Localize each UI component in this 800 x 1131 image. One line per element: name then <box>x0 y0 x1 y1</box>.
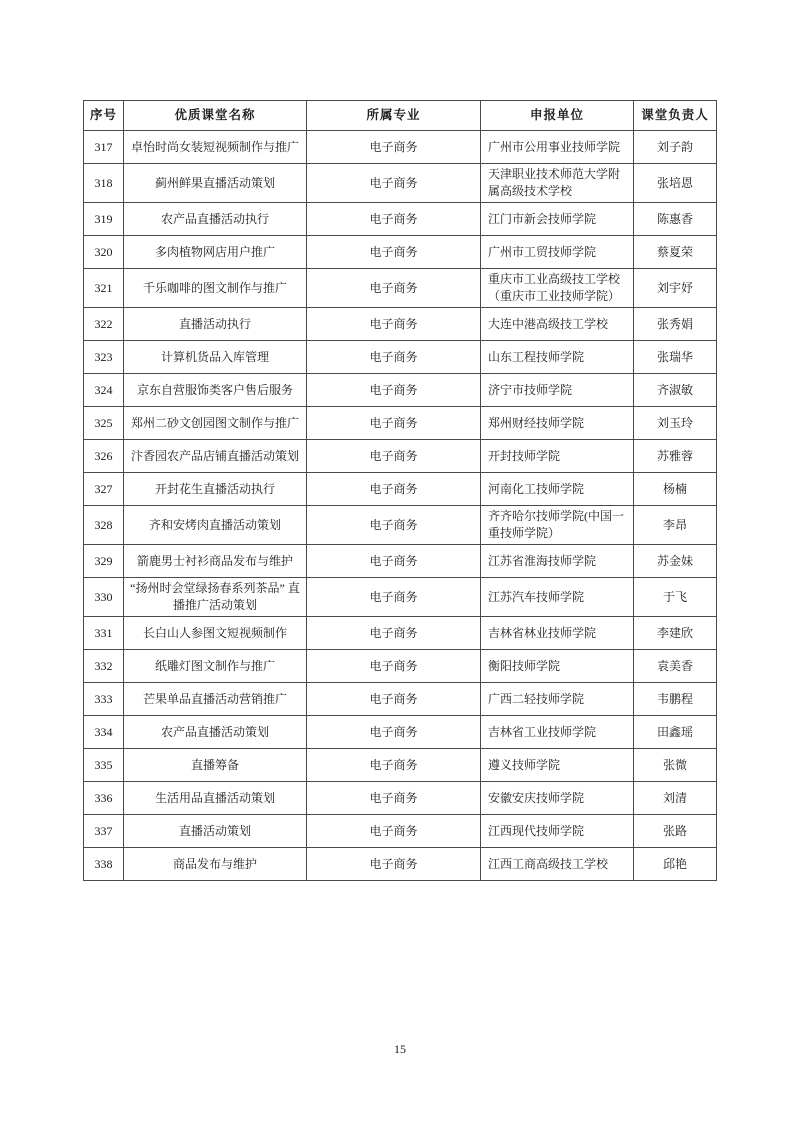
page-number: 15 <box>394 1042 406 1056</box>
cell-major: 电子商务 <box>307 617 481 650</box>
table-row <box>84 782 717 815</box>
table-row <box>84 683 717 716</box>
cell-course-name: 开封花生直播活动执行 <box>124 473 307 506</box>
cell-applying-unit: 广州市公用事业技师学院 <box>481 131 634 164</box>
cell-course-name: 直播活动执行 <box>124 308 307 341</box>
cell-applying-unit: 吉林省工业技师学院 <box>481 716 634 749</box>
header-person-in-charge: 课堂负责人 <box>634 101 717 131</box>
cell-major: 电子商务 <box>307 269 481 308</box>
cell-applying-unit: 广州市工贸技师学院 <box>481 236 634 269</box>
cell-serial-number: 328 <box>84 506 124 545</box>
cell-serial-number: 324 <box>84 374 124 407</box>
table-row <box>84 650 717 683</box>
cell-serial-number: 330 <box>84 578 124 617</box>
cell-serial-number: 325 <box>84 407 124 440</box>
cell-person-in-charge: 苏雅蓉 <box>634 440 717 473</box>
cell-course-name: 商品发布与维护 <box>124 848 307 881</box>
cell-course-name: 汴香园农产品店铺直播活动策划 <box>124 440 307 473</box>
cell-applying-unit: 吉林省林业技师学院 <box>481 617 634 650</box>
cell-course-name: 直播筹备 <box>124 749 307 782</box>
table-row <box>84 578 717 617</box>
cell-serial-number: 332 <box>84 650 124 683</box>
cell-serial-number: 318 <box>84 164 124 203</box>
cell-serial-number: 323 <box>84 341 124 374</box>
cell-course-name: 千乐咖啡的图文制作与推广 <box>124 269 307 308</box>
table-row <box>84 236 717 269</box>
cell-serial-number: 322 <box>84 308 124 341</box>
cell-person-in-charge: 张微 <box>634 749 717 782</box>
cell-applying-unit: 江苏汽车技师学院 <box>481 578 634 617</box>
cell-person-in-charge: 李昂 <box>634 506 717 545</box>
table-row <box>84 374 717 407</box>
cell-major: 电子商务 <box>307 749 481 782</box>
table-row <box>84 716 717 749</box>
cell-major: 电子商务 <box>307 716 481 749</box>
table-row <box>84 848 717 881</box>
cell-major: 电子商务 <box>307 782 481 815</box>
cell-serial-number: 320 <box>84 236 124 269</box>
cell-person-in-charge: 齐淑敏 <box>634 374 717 407</box>
course-table-header <box>84 101 717 131</box>
cell-applying-unit: 郑州财经技师学院 <box>481 407 634 440</box>
cell-person-in-charge: 张瑞华 <box>634 341 717 374</box>
table-row <box>84 440 717 473</box>
cell-person-in-charge: 田鑫瑶 <box>634 716 717 749</box>
cell-course-name: 箭鹿男士衬衫商品发布与维护 <box>124 545 307 578</box>
header-row <box>84 101 717 131</box>
cell-course-name: 芒果单品直播活动营销推广 <box>124 683 307 716</box>
cell-person-in-charge: 刘子韵 <box>634 131 717 164</box>
cell-serial-number: 331 <box>84 617 124 650</box>
cell-course-name: 农产品直播活动策划 <box>124 716 307 749</box>
cell-applying-unit: 安徽安庆技师学院 <box>481 782 634 815</box>
cell-serial-number: 317 <box>84 131 124 164</box>
cell-course-name: 齐和安烤肉直播活动策划 <box>124 506 307 545</box>
table-row <box>84 341 717 374</box>
cell-major: 电子商务 <box>307 440 481 473</box>
cell-serial-number: 326 <box>84 440 124 473</box>
cell-major: 电子商务 <box>307 815 481 848</box>
cell-person-in-charge: 袁美香 <box>634 650 717 683</box>
cell-person-in-charge: 刘宇妤 <box>634 269 717 308</box>
cell-major: 电子商务 <box>307 407 481 440</box>
cell-person-in-charge: 韦鹏程 <box>634 683 717 716</box>
cell-person-in-charge: 刘玉玲 <box>634 407 717 440</box>
cell-major: 电子商务 <box>307 848 481 881</box>
cell-serial-number: 321 <box>84 269 124 308</box>
cell-major: 电子商务 <box>307 164 481 203</box>
cell-applying-unit: 江苏省淮海技师学院 <box>481 545 634 578</box>
cell-applying-unit: 河南化工技师学院 <box>481 473 634 506</box>
cell-applying-unit: 济宁市技师学院 <box>481 374 634 407</box>
cell-serial-number: 338 <box>84 848 124 881</box>
header-applying-unit: 申报单位 <box>481 101 634 131</box>
table-row <box>84 749 717 782</box>
cell-applying-unit: 大连中港高级技工学校 <box>481 308 634 341</box>
cell-serial-number: 327 <box>84 473 124 506</box>
cell-major: 电子商务 <box>307 545 481 578</box>
cell-person-in-charge: 刘清 <box>634 782 717 815</box>
cell-applying-unit: 齐齐哈尔技师学院(中国一重技师学院） <box>481 506 634 545</box>
cell-person-in-charge: 张秀娟 <box>634 308 717 341</box>
cell-person-in-charge: 苏金妹 <box>634 545 717 578</box>
table-row <box>84 131 717 164</box>
cell-serial-number: 335 <box>84 749 124 782</box>
cell-major: 电子商务 <box>307 473 481 506</box>
header-major: 所属专业 <box>307 101 481 131</box>
cell-course-name: 计算机货品入库管理 <box>124 341 307 374</box>
cell-applying-unit: 广西二轻技师学院 <box>481 683 634 716</box>
cell-major: 电子商务 <box>307 683 481 716</box>
cell-applying-unit: 衡阳技师学院 <box>481 650 634 683</box>
header-course-name: 优质课堂名称 <box>124 101 307 131</box>
cell-course-name: 生活用品直播活动策划 <box>124 782 307 815</box>
cell-applying-unit: 重庆市工业高级技工学校（重庆市工业技师学院） <box>481 269 634 308</box>
cell-course-name: “扬州时会堂绿扬春系列茶品” 直播推广活动策划 <box>124 578 307 617</box>
table-row <box>84 506 717 545</box>
cell-course-name: 蓟州鲜果直播活动策划 <box>124 164 307 203</box>
cell-serial-number: 334 <box>84 716 124 749</box>
cell-major: 电子商务 <box>307 236 481 269</box>
cell-major: 电子商务 <box>307 650 481 683</box>
cell-major: 电子商务 <box>307 578 481 617</box>
cell-serial-number: 336 <box>84 782 124 815</box>
cell-person-in-charge: 蔡夏荣 <box>634 236 717 269</box>
table-row <box>84 815 717 848</box>
table-row <box>84 407 717 440</box>
cell-person-in-charge: 张培恩 <box>634 164 717 203</box>
cell-serial-number: 337 <box>84 815 124 848</box>
cell-person-in-charge: 邱艳 <box>634 848 717 881</box>
cell-course-name: 卓怡时尚女装短视频制作与推广 <box>124 131 307 164</box>
cell-person-in-charge: 张路 <box>634 815 717 848</box>
cell-person-in-charge: 杨楠 <box>634 473 717 506</box>
table-row <box>84 545 717 578</box>
cell-serial-number: 329 <box>84 545 124 578</box>
cell-major: 电子商务 <box>307 308 481 341</box>
cell-course-name: 京东自营服饰类客户售后服务 <box>124 374 307 407</box>
cell-course-name: 纸雕灯图文制作与推广 <box>124 650 307 683</box>
cell-applying-unit: 江西工商高级技工学校 <box>481 848 634 881</box>
cell-applying-unit: 山东工程技师学院 <box>481 341 634 374</box>
cell-major: 电子商务 <box>307 131 481 164</box>
table-row <box>84 617 717 650</box>
cell-course-name: 直播活动策划 <box>124 815 307 848</box>
cell-person-in-charge: 陈惠香 <box>634 203 717 236</box>
cell-serial-number: 319 <box>84 203 124 236</box>
cell-person-in-charge: 于飞 <box>634 578 717 617</box>
cell-serial-number: 333 <box>84 683 124 716</box>
table-row <box>84 473 717 506</box>
table-row <box>84 164 717 203</box>
cell-course-name: 长白山人参图文短视频制作 <box>124 617 307 650</box>
table-row <box>84 203 717 236</box>
cell-course-name: 农产品直播活动执行 <box>124 203 307 236</box>
cell-major: 电子商务 <box>307 506 481 545</box>
cell-major: 电子商务 <box>307 374 481 407</box>
cell-course-name: 多肉植物网店用户推广 <box>124 236 307 269</box>
cell-applying-unit: 遵义技师学院 <box>481 749 634 782</box>
cell-applying-unit: 江门市新会技师学院 <box>481 203 634 236</box>
table-row <box>84 269 717 308</box>
course-table <box>83 100 717 881</box>
cell-applying-unit: 江西现代技师学院 <box>481 815 634 848</box>
cell-major: 电子商务 <box>307 203 481 236</box>
header-serial-number: 序号 <box>84 101 124 131</box>
course-table-body <box>84 131 717 881</box>
cell-major: 电子商务 <box>307 341 481 374</box>
cell-person-in-charge: 李建欣 <box>634 617 717 650</box>
cell-course-name: 郑州二砂文创园图文制作与推广 <box>124 407 307 440</box>
cell-applying-unit: 天津职业技术师范大学附属高级技术学校 <box>481 164 634 203</box>
table-row <box>84 308 717 341</box>
cell-applying-unit: 开封技师学院 <box>481 440 634 473</box>
